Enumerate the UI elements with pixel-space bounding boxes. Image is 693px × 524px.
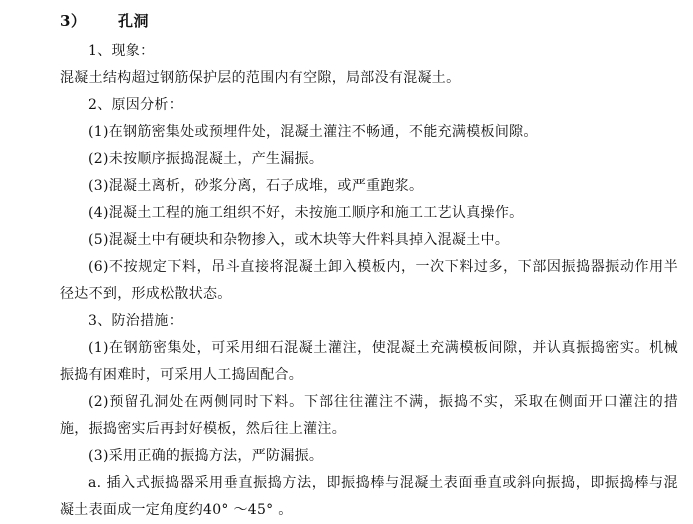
cause-item-1: (1)在钢筋密集处或预埋件处，混凝土灌注不畅通，不能充满模板间隙。 (88, 124, 538, 140)
prevention-item-3a: a. 插入式振捣器采用垂直振捣方法，即振捣棒与混凝土表面垂直或斜向振捣，即振捣棒与混凝土表面成一定角度约40° ～45° 。 (60, 475, 678, 518)
subheading-phenomenon: 1、现象： (88, 43, 155, 59)
prevention-item-2: (2)预留孔洞处在两侧同时下料。下部往往灌注不满，振捣不实，采取在侧面开口灌注的措施，振捣密实后再封好模板，然后往上灌注。 (60, 394, 678, 437)
cause-item-5: (5)混凝土中有硬块和杂物掺入，或木块等大件料具掉入混凝土中。 (88, 232, 510, 248)
prevention-item-3: (3)采用正确的振捣方法，严防漏振。 (88, 448, 324, 464)
phenomenon-text: 混凝土结构超过钢筋保护层的范围内有空隙，局部没有混凝土。 (60, 70, 461, 86)
cause-item-6: (6)不按规定下料，吊斗直接将混凝土卸入模板内，一次下料过多，下部因振捣器振动作用半径达不到，形成松散状态。 (60, 259, 678, 302)
subheading-prevention: 3、防治措施： (88, 313, 184, 329)
section-title: 孔洞 (118, 12, 150, 30)
prevention-item-1: (1)在钢筋密集处，可采用细石混凝土灌注，使混凝土充满模板间隙，并认真振捣密实。机械振捣有困难时，可采用人工捣固配合。 (60, 340, 678, 383)
cause-item-2: (2)未按顺序振捣混凝土，产生漏振。 (88, 151, 324, 167)
subheading-cause-analysis: 2、原因分析： (88, 97, 184, 113)
section-number: 3） (60, 12, 87, 30)
cause-item-3: (3)混凝土离析，砂浆分离，石子成堆，或严重跑浆。 (88, 178, 424, 194)
section-heading (60, 10, 149, 31)
cause-item-4: (4)混凝土工程的施工组织不好，未按施工顺序和施工工艺认真操作。 (88, 205, 524, 221)
